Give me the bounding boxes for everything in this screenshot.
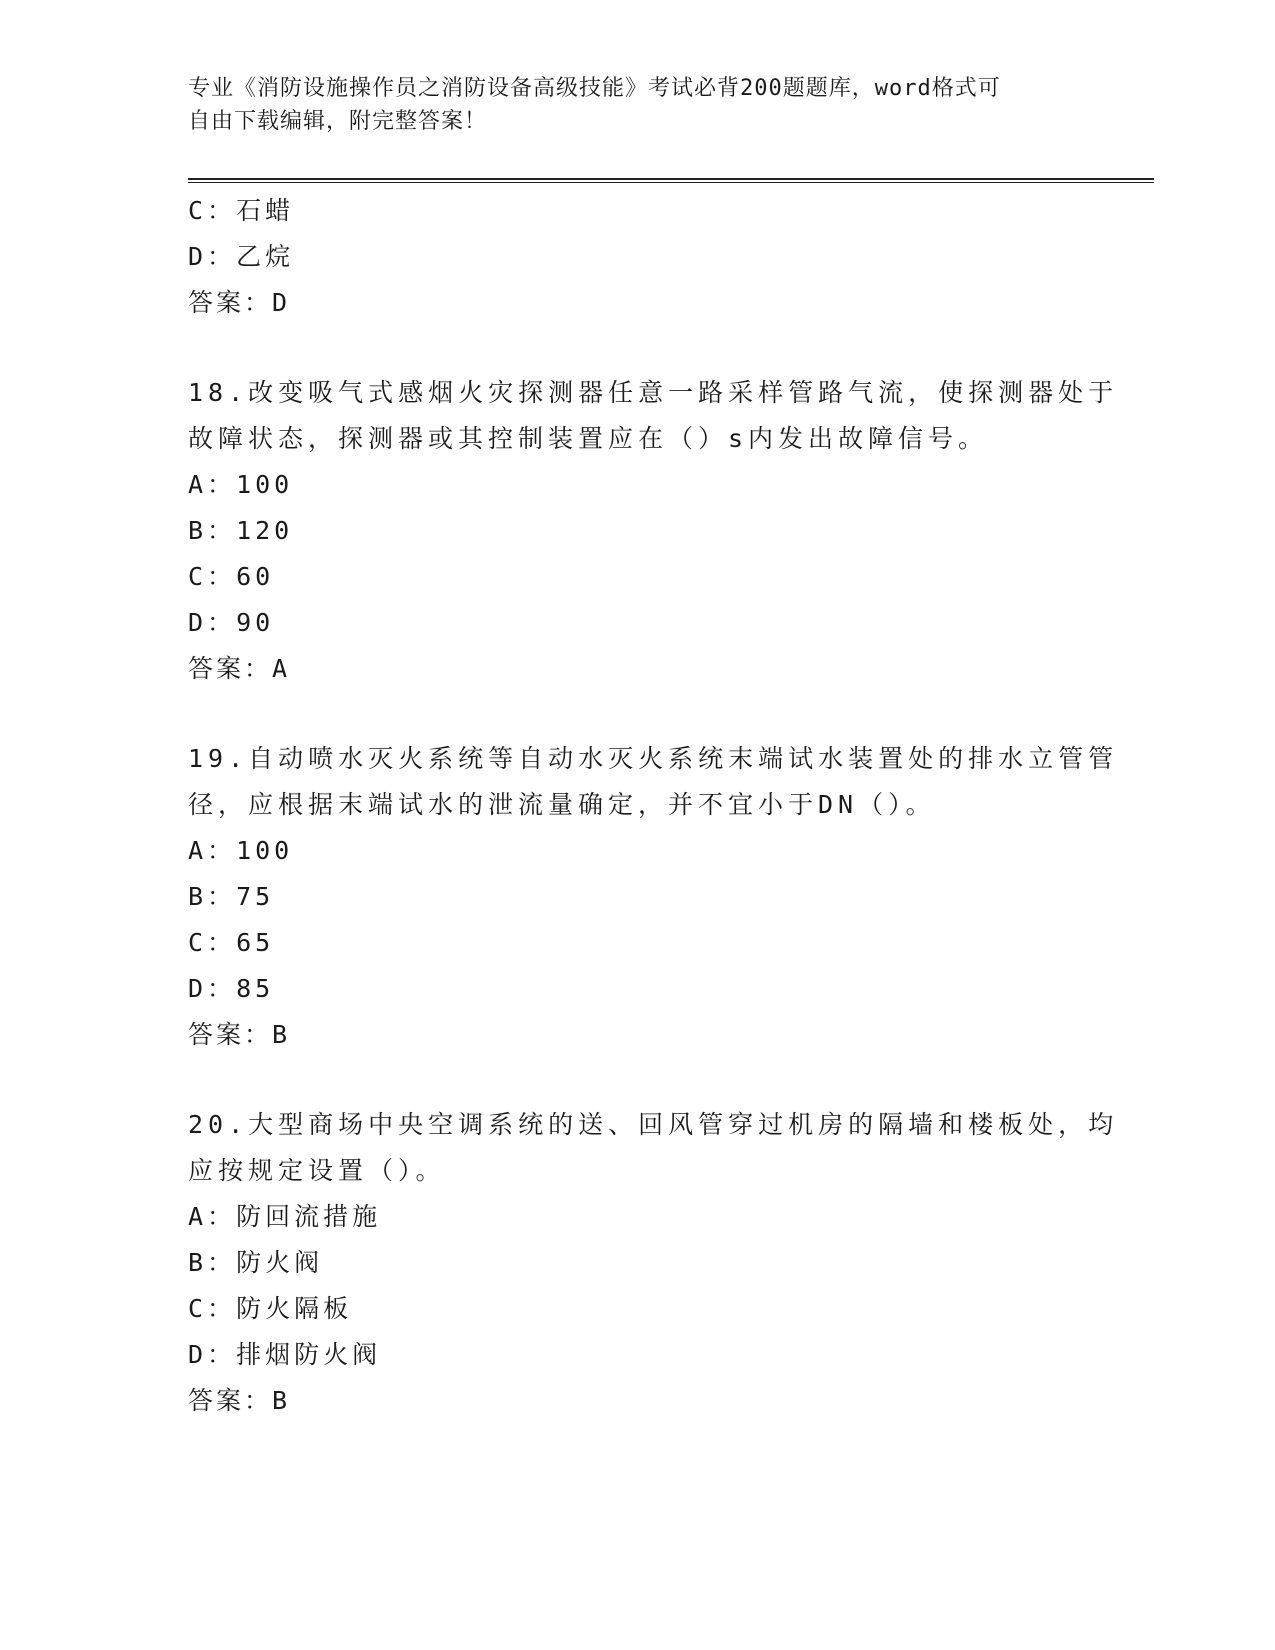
question-18 [188,370,1119,692]
answer-line: 答案：B [188,1020,291,1049]
option-d: D：乙烷 [188,242,295,271]
question-19 [188,736,1119,1058]
option-c: C：65 [188,928,275,957]
header-title-line-1: 专业《消防设施操作员之消防设备高级技能》考试必背200题题库，word格式可 [188,76,1001,101]
answer-line: 答案：D [188,288,291,317]
question-stem-line: 18.改变吸气式感烟火灾探测器任意一路采样管路气流，使探测器处于 [188,378,1119,407]
option-c: C：石蜡 [188,196,295,225]
question-content [188,188,1119,1424]
page-header [188,72,1068,138]
option-b: B：防火阀 [188,1248,324,1277]
option-d: D：排烟防火阀 [188,1340,382,1369]
question-stem-line: 19.自动喷水灭火系统等自动水灭火系统末端试水装置处的排水立管管 [188,744,1119,773]
option-c: C：防火隔板 [188,1294,353,1323]
question-20 [188,1102,1119,1424]
option-b: B：120 [188,516,294,545]
question-stem-line: 20.大型商场中央空调系统的送、回风管穿过机房的隔墙和楼板处，均 [188,1110,1119,1139]
question-partial [188,188,1088,326]
option-a: A：100 [188,836,294,865]
question-stem-line: 径，应根据末端试水的泄流量确定，并不宜小于DN（）。 [188,790,936,819]
question-stem-line: 应按规定设置（）。 [188,1156,446,1185]
option-b: B：75 [188,882,275,911]
option-d: D：90 [188,608,275,637]
option-d: D：85 [188,974,275,1003]
answer-line: 答案：B [188,1386,291,1415]
answer-line: 答案：A [188,654,291,683]
option-a: A：防回流措施 [188,1202,382,1231]
option-a: A：100 [188,470,294,499]
header-divider [188,178,1154,183]
question-stem-line: 故障状态，探测器或其控制装置应在（）s内发出故障信号。 [188,424,989,453]
option-c: C：60 [188,562,275,591]
header-title-line-2: 自由下载编辑，附完整答案！ [188,109,488,134]
